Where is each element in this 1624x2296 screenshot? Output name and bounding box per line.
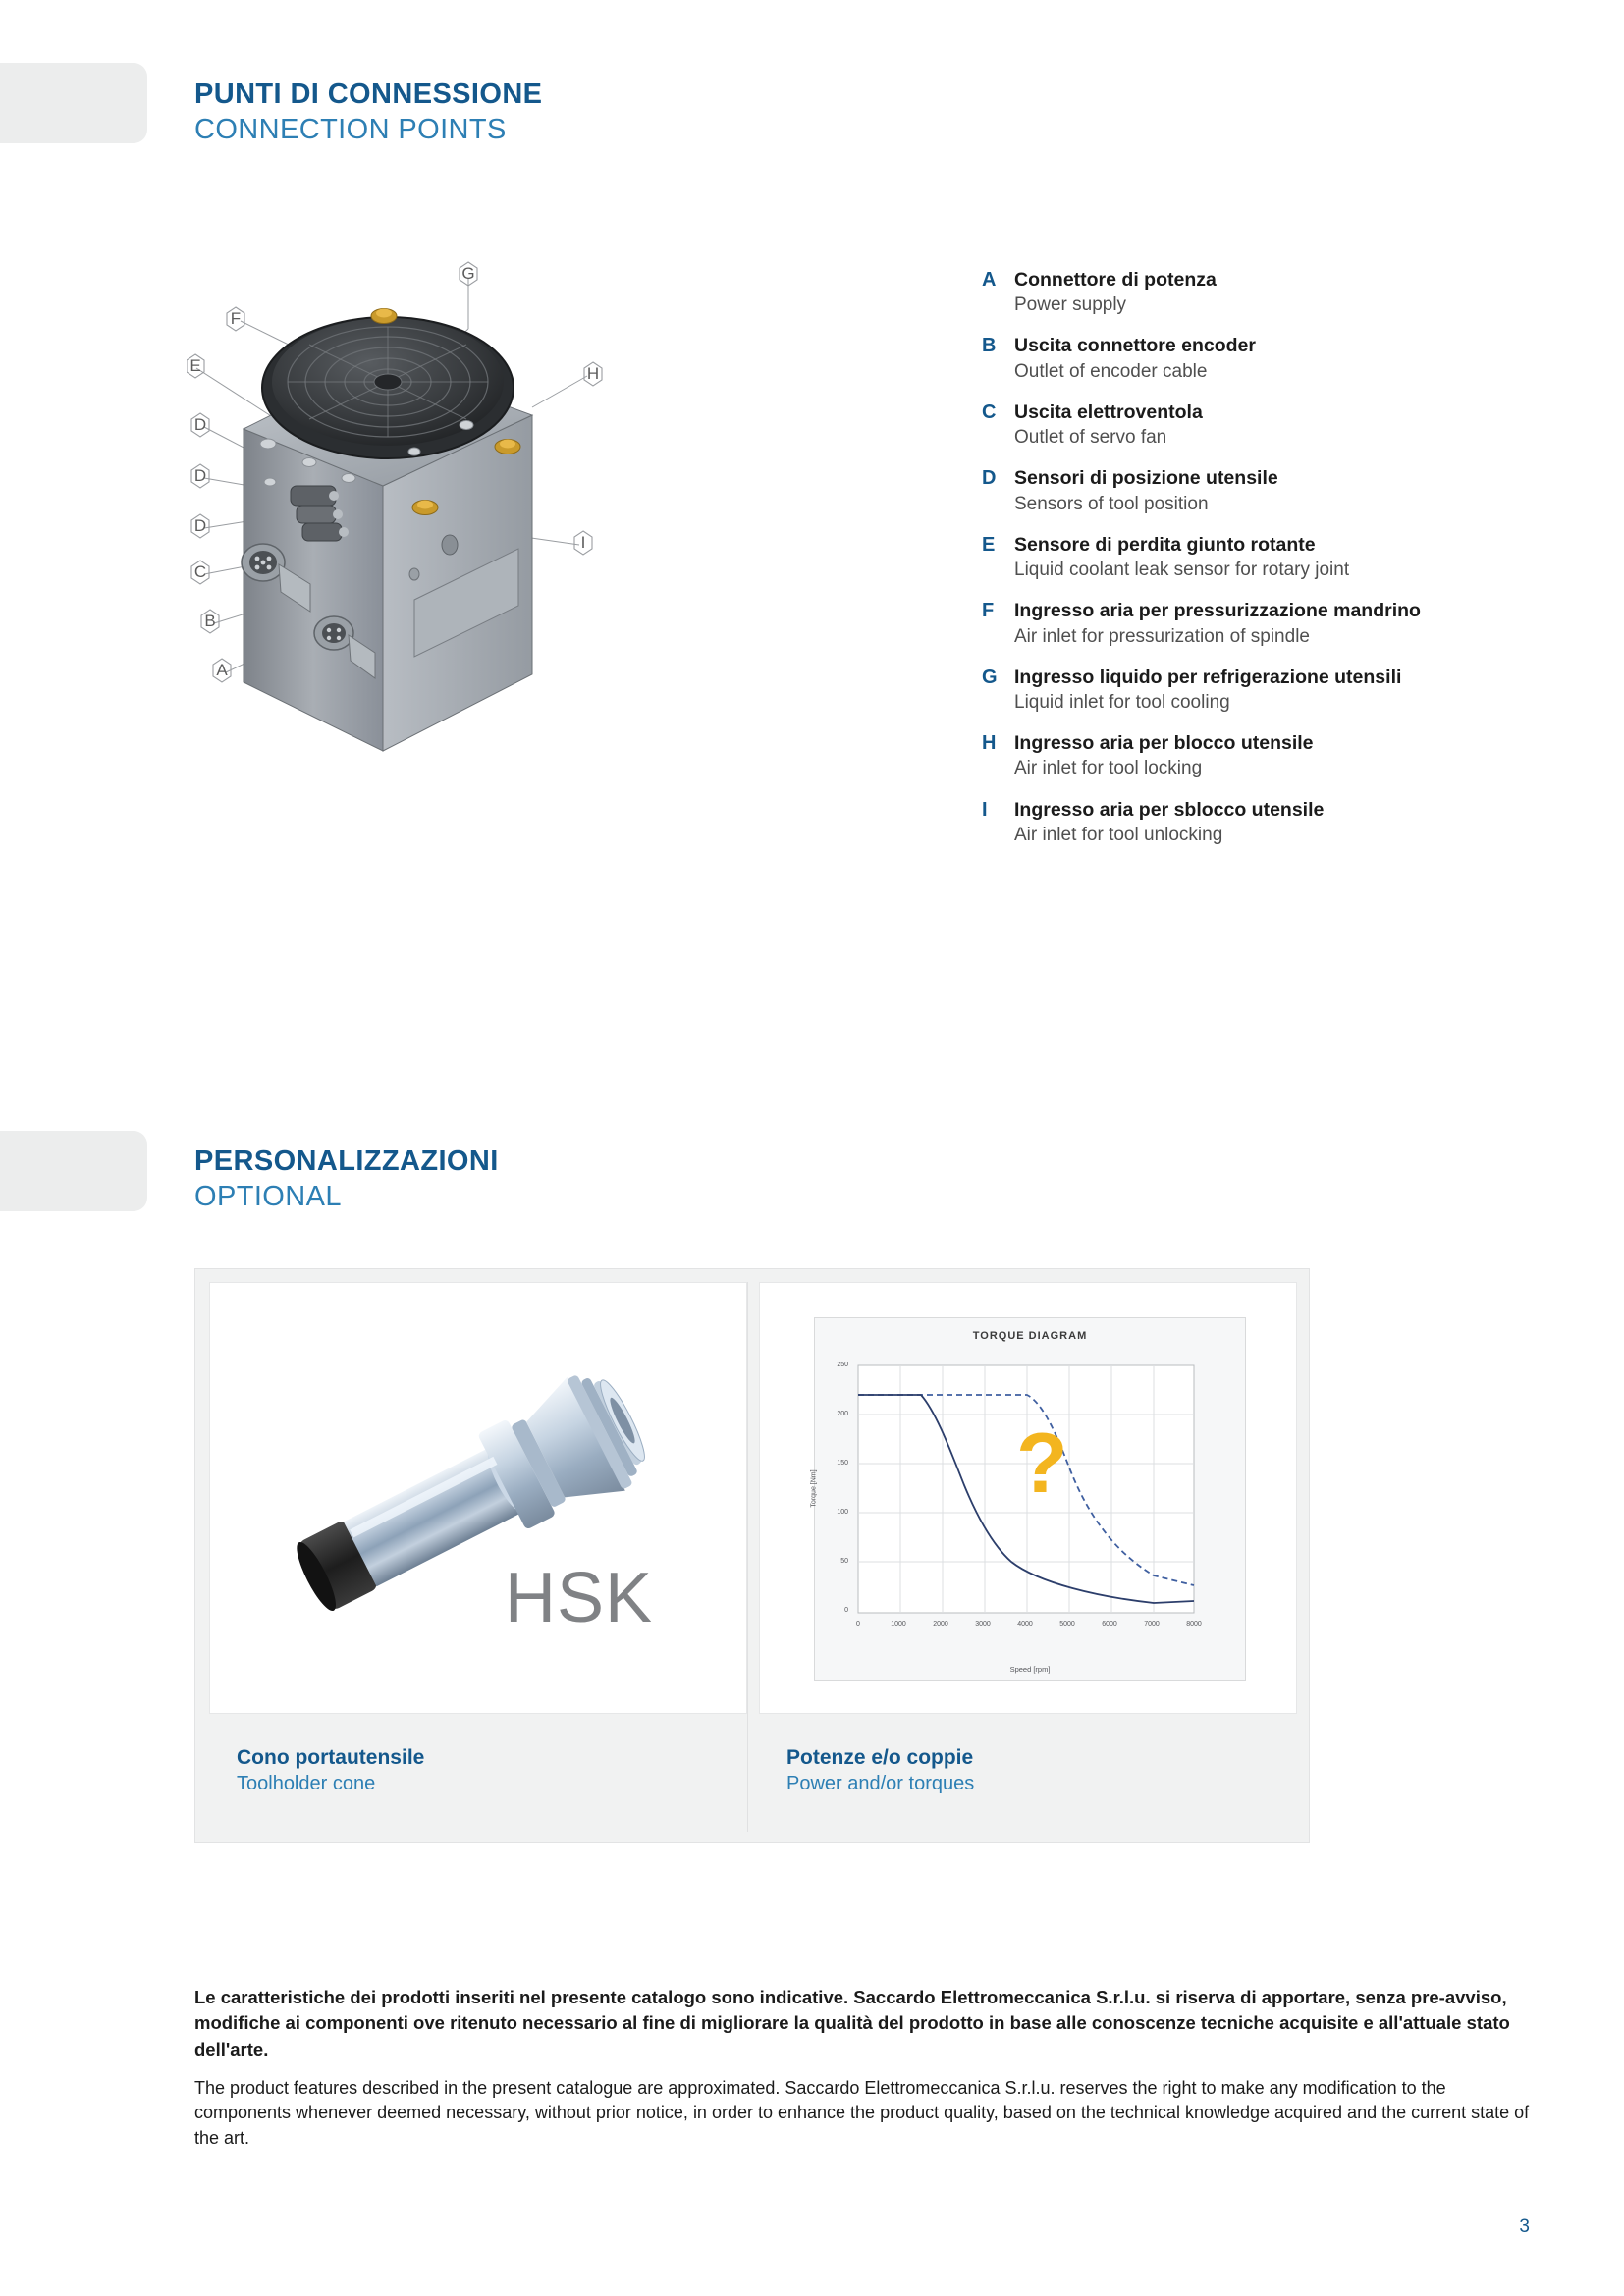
toolholder-cone-svg — [210, 1283, 746, 1713]
legend-label-it: Ingresso aria per pressurizzazione mandrino — [1014, 600, 1421, 622]
toolholder-cone-image — [209, 1282, 747, 1714]
callout-f: F — [230, 309, 242, 328]
chart-xtick: 4000 — [1017, 1621, 1033, 1628]
legend-label-en: Outlet of encoder cable — [1014, 360, 1208, 382]
legend-key: G — [982, 666, 998, 688]
callout-b: B — [204, 612, 216, 630]
legend-label-en: Air inlet for tool unlocking — [1014, 824, 1223, 845]
chart-ytick: 200 — [837, 1411, 848, 1417]
chart-xtick: 6000 — [1102, 1621, 1117, 1628]
legend-item-h — [982, 730, 1532, 781]
callout-e: E — [189, 356, 201, 375]
section-title-en: OPTIONAL — [194, 1181, 342, 1213]
chart-xtick: 7000 — [1144, 1621, 1160, 1628]
legend-text — [1014, 730, 1314, 781]
caption-it: Potenze e/o coppie — [786, 1745, 974, 1769]
legend-item-b — [982, 333, 1532, 384]
section-tab-connection-points — [0, 63, 147, 143]
legend-item-e — [982, 532, 1532, 583]
page-number: 3 — [1519, 2216, 1530, 2237]
chart-ytick: 50 — [840, 1558, 848, 1565]
callout-i: I — [580, 533, 586, 552]
legend-label-it: Ingresso liquido per refrigerazione utensili — [1014, 666, 1402, 688]
legend-text — [1014, 665, 1401, 716]
chart-title: TORQUE DIAGRAM — [972, 1330, 1088, 1342]
torque-caption — [786, 1744, 974, 1796]
legend-key: F — [982, 600, 995, 622]
legend-label-en: Sensors of tool position — [1014, 493, 1209, 514]
chart-ytick: 0 — [844, 1607, 848, 1614]
legend-label-en: Outlet of servo fan — [1014, 427, 1167, 449]
cards-divider — [747, 1282, 748, 1832]
chart-x-axis-label: Speed [rpm] — [1009, 1665, 1051, 1674]
spindle-drawing-svg — [187, 250, 952, 947]
caption-en: Power and/or torques — [786, 1773, 975, 1794]
section-title-it: PERSONALIZZAZIONI — [194, 1146, 499, 1177]
legend-label-en: Air inlet for tool locking — [1014, 758, 1203, 779]
legend-item-i — [982, 797, 1532, 848]
optional-cards-panel — [194, 1268, 1310, 1843]
legend-key: D — [982, 467, 997, 490]
legend-key: H — [982, 732, 997, 755]
chart-ytick: 250 — [837, 1362, 848, 1368]
option-card-torque[interactable] — [759, 1282, 1297, 1832]
legend-text — [1014, 532, 1349, 583]
question-mark-annotation: ? — [1016, 1416, 1068, 1511]
callout-c: C — [193, 562, 207, 581]
caption-it: Cono portautensile — [237, 1745, 425, 1769]
legend-item-c — [982, 400, 1532, 451]
section-heading-connection-points — [194, 77, 542, 148]
section-title-en: CONNECTION POINTS — [194, 114, 507, 146]
legend-text — [1014, 465, 1278, 516]
legend-label-it: Sensore di perdita giunto rotante — [1014, 533, 1316, 556]
section-title-it: PUNTI DI CONNESSIONE — [194, 79, 543, 110]
legend-label-it: Connettore di potenza — [1014, 269, 1217, 291]
legend-item-g — [982, 665, 1532, 716]
caption-en: Toolholder cone — [237, 1773, 376, 1794]
legend-item-d — [982, 465, 1532, 516]
section-heading-optional — [194, 1144, 499, 1215]
legend-label-en: Air inlet for pressurization of spindle — [1014, 625, 1310, 647]
torque-chart-image — [759, 1282, 1297, 1714]
callout-d-2: D — [193, 466, 207, 485]
legend-item-f — [982, 598, 1532, 649]
connection-points-legend — [982, 267, 1532, 863]
chart-xtick: 0 — [856, 1621, 860, 1628]
chart-ytick: 150 — [837, 1460, 848, 1467]
legend-label-en: Power supply — [1014, 294, 1127, 316]
chart-xtick: 1000 — [891, 1621, 906, 1628]
legend-key: B — [982, 335, 997, 357]
legend-key: I — [982, 798, 988, 821]
chart-xtick: 2000 — [933, 1621, 948, 1628]
hsk-label: HSK — [505, 1559, 654, 1637]
legend-label-it: Ingresso aria per blocco utensile — [1014, 732, 1314, 755]
callout-g: G — [461, 264, 475, 283]
disclaimer-note — [194, 1985, 1530, 2151]
chart-xtick: 5000 — [1059, 1621, 1075, 1628]
section-tab-optional — [0, 1131, 147, 1211]
legend-label-it: Sensori di posizione utensile — [1014, 467, 1278, 490]
legend-label-it: Uscita elettroventola — [1014, 400, 1203, 423]
legend-text — [1014, 797, 1324, 848]
legend-text — [1014, 400, 1203, 451]
chart-xtick: 8000 — [1186, 1621, 1202, 1628]
legend-label-en: Liquid coolant leak sensor for rotary joint — [1014, 560, 1350, 581]
chart-y-axis-label: Torque [Nm] — [810, 1469, 818, 1508]
disclaimer-it: Le caratteristiche dei prodotti inseriti nel presente catalogo sono indicative. Saccardo Elettromeccanica S.r.l.u. si riserva di apportare, senza pre-avviso, modifiche ai componenti ove ritenuto necessario al fine di migliorare la qualità del prodotto in base alle conoscenze tecniche acquisite e all'attuale stato dell'arte. — [194, 1987, 1510, 2059]
chart-xtick: 3000 — [975, 1621, 991, 1628]
legend-item-a — [982, 267, 1532, 318]
legend-text — [1014, 267, 1217, 318]
disclaimer-en: The product features described in the present catalogue are approximated. Saccardo Elettromeccanica S.r.l.u. reserves the right to make any modification to the components whenever deemed necessary, without prior notice, in order to enhance the product quality, based on the technical knowledge acquired and the current state of the art. — [194, 2077, 1530, 2148]
spindle-illustration — [187, 250, 952, 947]
legend-key: A — [982, 269, 997, 291]
legend-label-it: Uscita connettore encoder — [1014, 335, 1256, 357]
callout-a: A — [216, 661, 228, 679]
torque-chart — [810, 1317, 1246, 1681]
legend-label-en: Liquid inlet for tool cooling — [1014, 692, 1230, 714]
legend-key: E — [982, 533, 996, 556]
legend-key: C — [982, 400, 997, 423]
callout-d-1: D — [193, 415, 207, 434]
legend-text — [1014, 598, 1421, 649]
option-card-toolholder-cone[interactable] — [209, 1282, 747, 1832]
legend-text — [1014, 333, 1256, 384]
chart-ytick: 100 — [837, 1509, 848, 1516]
callout-h: H — [586, 364, 600, 383]
legend-label-it: Ingresso aria per sblocco utensile — [1014, 798, 1325, 821]
callout-d-3: D — [193, 516, 207, 535]
toolholder-cone-caption — [237, 1744, 424, 1796]
